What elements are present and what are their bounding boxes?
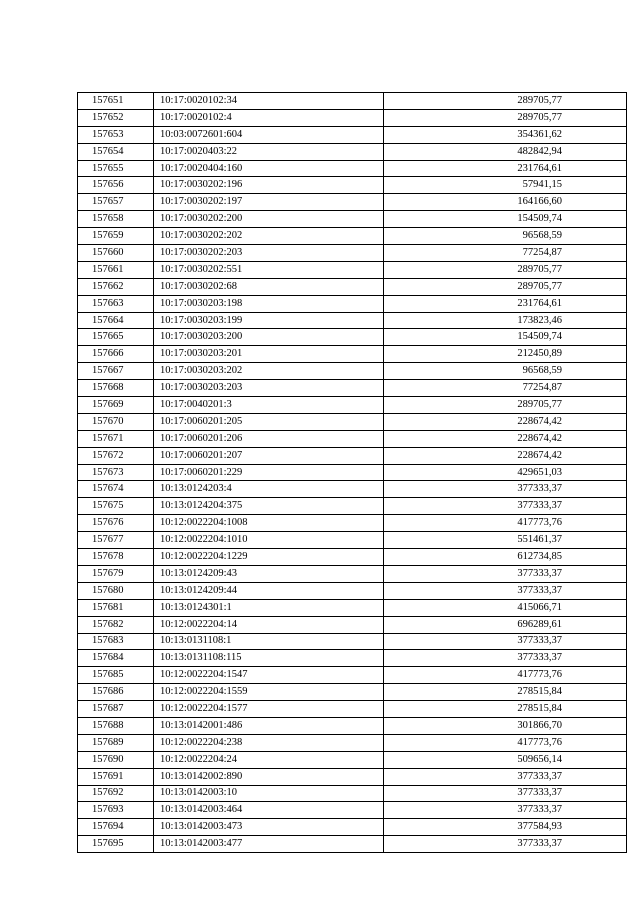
row-number-cell: 157689 <box>78 734 154 751</box>
row-number-cell: 157653 <box>78 126 154 143</box>
cadastral-number-cell: 10:17:0030203:199 <box>154 312 384 329</box>
value-cell: 173823,46 <box>384 312 627 329</box>
row-number-cell: 157655 <box>78 160 154 177</box>
table-row <box>78 93 627 110</box>
row-number-cell: 157651 <box>78 93 154 110</box>
cadastral-number-cell: 10:13:0124301:1 <box>154 599 384 616</box>
row-number-cell: 157669 <box>78 397 154 414</box>
row-number-cell: 157663 <box>78 295 154 312</box>
value-cell: 696289,61 <box>384 616 627 633</box>
table-row <box>78 397 627 414</box>
table-row <box>78 768 627 785</box>
row-number-cell: 157652 <box>78 109 154 126</box>
cadastral-number-cell: 10:13:0142003:473 <box>154 819 384 836</box>
row-number-cell: 157690 <box>78 751 154 768</box>
table-row <box>78 549 627 566</box>
value-cell: 278515,84 <box>384 684 627 701</box>
registry-table <box>77 92 627 853</box>
cadastral-number-cell: 10:17:0020102:4 <box>154 109 384 126</box>
value-cell: 377333,37 <box>384 582 627 599</box>
cadastral-number-cell: 10:17:0030202:68 <box>154 278 384 295</box>
table-row <box>78 667 627 684</box>
value-cell: 57941,15 <box>384 177 627 194</box>
value-cell: 429651,03 <box>384 464 627 481</box>
cadastral-number-cell: 10:13:0142003:10 <box>154 785 384 802</box>
cadastral-number-cell: 10:17:0030203:201 <box>154 346 384 363</box>
table-row <box>78 329 627 346</box>
row-number-cell: 157658 <box>78 211 154 228</box>
value-cell: 154509,74 <box>384 329 627 346</box>
row-number-cell: 157676 <box>78 515 154 532</box>
cadastral-number-cell: 10:17:0060201:229 <box>154 464 384 481</box>
table-row <box>78 515 627 532</box>
value-cell: 417773,76 <box>384 734 627 751</box>
table-row <box>78 599 627 616</box>
value-cell: 377333,37 <box>384 650 627 667</box>
cadastral-number-cell: 10:17:0030202:196 <box>154 177 384 194</box>
cadastral-number-cell: 10:17:0020404:160 <box>154 160 384 177</box>
cadastral-number-cell: 10:17:0030203:198 <box>154 295 384 312</box>
table-row <box>78 481 627 498</box>
row-number-cell: 157681 <box>78 599 154 616</box>
value-cell: 212450,89 <box>384 346 627 363</box>
cadastral-number-cell: 10:17:0030202:203 <box>154 245 384 262</box>
value-cell: 612734,85 <box>384 549 627 566</box>
row-number-cell: 157656 <box>78 177 154 194</box>
cadastral-number-cell: 10:17:0030202:551 <box>154 261 384 278</box>
table-row <box>78 380 627 397</box>
row-number-cell: 157680 <box>78 582 154 599</box>
row-number-cell: 157661 <box>78 261 154 278</box>
table-row <box>78 211 627 228</box>
cadastral-number-cell: 10:13:0142002:890 <box>154 768 384 785</box>
value-cell: 289705,77 <box>384 93 627 110</box>
row-number-cell: 157666 <box>78 346 154 363</box>
cadastral-number-cell: 10:17:0030203:203 <box>154 380 384 397</box>
cadastral-number-cell: 10:17:0020403:22 <box>154 143 384 160</box>
value-cell: 96568,59 <box>384 228 627 245</box>
cadastral-number-cell: 10:03:0072601:604 <box>154 126 384 143</box>
value-cell: 228674,42 <box>384 413 627 430</box>
row-number-cell: 157687 <box>78 701 154 718</box>
table-row <box>78 701 627 718</box>
table-row <box>78 717 627 734</box>
row-number-cell: 157692 <box>78 785 154 802</box>
cadastral-number-cell: 10:12:0022204:14 <box>154 616 384 633</box>
table-row <box>78 751 627 768</box>
table-row <box>78 295 627 312</box>
row-number-cell: 157665 <box>78 329 154 346</box>
cadastral-number-cell: 10:17:0040201:3 <box>154 397 384 414</box>
value-cell: 415066,71 <box>384 599 627 616</box>
table-row <box>78 363 627 380</box>
table-row <box>78 312 627 329</box>
row-number-cell: 157657 <box>78 194 154 211</box>
table-row <box>78 802 627 819</box>
value-cell: 77254,87 <box>384 380 627 397</box>
value-cell: 377333,37 <box>384 785 627 802</box>
table-row <box>78 819 627 836</box>
value-cell: 377333,37 <box>384 498 627 515</box>
value-cell: 154509,74 <box>384 211 627 228</box>
table-row <box>78 684 627 701</box>
cadastral-number-cell: 10:13:0142001:486 <box>154 717 384 734</box>
table-row <box>78 447 627 464</box>
registry-table-body <box>78 93 627 853</box>
cadastral-number-cell: 10:13:0124209:43 <box>154 565 384 582</box>
row-number-cell: 157667 <box>78 363 154 380</box>
row-number-cell: 157686 <box>78 684 154 701</box>
value-cell: 301866,70 <box>384 717 627 734</box>
row-number-cell: 157673 <box>78 464 154 481</box>
row-number-cell: 157662 <box>78 278 154 295</box>
value-cell: 377333,37 <box>384 481 627 498</box>
value-cell: 289705,77 <box>384 261 627 278</box>
table-row <box>78 177 627 194</box>
value-cell: 482842,94 <box>384 143 627 160</box>
table-row <box>78 565 627 582</box>
table-row <box>78 464 627 481</box>
value-cell: 417773,76 <box>384 667 627 684</box>
cadastral-number-cell: 10:13:0124209:44 <box>154 582 384 599</box>
row-number-cell: 157682 <box>78 616 154 633</box>
table-row <box>78 228 627 245</box>
table-row <box>78 616 627 633</box>
cadastral-number-cell: 10:12:0022204:1008 <box>154 515 384 532</box>
cadastral-number-cell: 10:12:0022204:1547 <box>154 667 384 684</box>
cadastral-number-cell: 10:12:0022204:1559 <box>154 684 384 701</box>
value-cell: 228674,42 <box>384 430 627 447</box>
value-cell: 96568,59 <box>384 363 627 380</box>
row-number-cell: 157695 <box>78 836 154 853</box>
table-row <box>78 785 627 802</box>
value-cell: 417773,76 <box>384 515 627 532</box>
row-number-cell: 157678 <box>78 549 154 566</box>
table-row <box>78 734 627 751</box>
table-row <box>78 346 627 363</box>
value-cell: 377333,37 <box>384 633 627 650</box>
cadastral-number-cell: 10:12:0022204:238 <box>154 734 384 751</box>
cadastral-number-cell: 10:17:0030202:197 <box>154 194 384 211</box>
table-row <box>78 278 627 295</box>
value-cell: 228674,42 <box>384 447 627 464</box>
table-row <box>78 143 627 160</box>
row-number-cell: 157670 <box>78 413 154 430</box>
cadastral-number-cell: 10:17:0030203:202 <box>154 363 384 380</box>
value-cell: 377333,37 <box>384 836 627 853</box>
value-cell: 377333,37 <box>384 565 627 582</box>
cadastral-number-cell: 10:12:0022204:1577 <box>154 701 384 718</box>
cadastral-number-cell: 10:13:0142003:477 <box>154 836 384 853</box>
cadastral-number-cell: 10:12:0022204:1229 <box>154 549 384 566</box>
value-cell: 231764,61 <box>384 295 627 312</box>
table-row <box>78 430 627 447</box>
row-number-cell: 157671 <box>78 430 154 447</box>
value-cell: 289705,77 <box>384 397 627 414</box>
cadastral-number-cell: 10:17:0060201:207 <box>154 447 384 464</box>
row-number-cell: 157675 <box>78 498 154 515</box>
row-number-cell: 157654 <box>78 143 154 160</box>
row-number-cell: 157672 <box>78 447 154 464</box>
cadastral-number-cell: 10:17:0060201:205 <box>154 413 384 430</box>
cadastral-number-cell: 10:13:0142003:464 <box>154 802 384 819</box>
row-number-cell: 157685 <box>78 667 154 684</box>
table-row <box>78 160 627 177</box>
value-cell: 289705,77 <box>384 109 627 126</box>
row-number-cell: 157693 <box>78 802 154 819</box>
cadastral-number-cell: 10:17:0060201:206 <box>154 430 384 447</box>
row-number-cell: 157659 <box>78 228 154 245</box>
table-row <box>78 633 627 650</box>
table-row <box>78 413 627 430</box>
value-cell: 77254,87 <box>384 245 627 262</box>
cadastral-number-cell: 10:13:0124204:375 <box>154 498 384 515</box>
cadastral-number-cell: 10:17:0030202:200 <box>154 211 384 228</box>
cadastral-number-cell: 10:17:0020102:34 <box>154 93 384 110</box>
table-row <box>78 194 627 211</box>
table-row <box>78 498 627 515</box>
cadastral-number-cell: 10:13:0131108:1 <box>154 633 384 650</box>
value-cell: 289705,77 <box>384 278 627 295</box>
row-number-cell: 157660 <box>78 245 154 262</box>
value-cell: 231764,61 <box>384 160 627 177</box>
cadastral-number-cell: 10:17:0030203:200 <box>154 329 384 346</box>
row-number-cell: 157694 <box>78 819 154 836</box>
table-row <box>78 126 627 143</box>
table-row <box>78 245 627 262</box>
value-cell: 509656,14 <box>384 751 627 768</box>
value-cell: 164166,60 <box>384 194 627 211</box>
row-number-cell: 157683 <box>78 633 154 650</box>
cadastral-number-cell: 10:12:0022204:24 <box>154 751 384 768</box>
row-number-cell: 157674 <box>78 481 154 498</box>
table-row <box>78 532 627 549</box>
value-cell: 377333,37 <box>384 768 627 785</box>
value-cell: 278515,84 <box>384 701 627 718</box>
row-number-cell: 157688 <box>78 717 154 734</box>
value-cell: 354361,62 <box>384 126 627 143</box>
row-number-cell: 157668 <box>78 380 154 397</box>
row-number-cell: 157664 <box>78 312 154 329</box>
table-row <box>78 109 627 126</box>
table-row <box>78 836 627 853</box>
cadastral-number-cell: 10:13:0124203:4 <box>154 481 384 498</box>
cadastral-number-cell: 10:13:0131108:115 <box>154 650 384 667</box>
row-number-cell: 157679 <box>78 565 154 582</box>
table-row <box>78 261 627 278</box>
table-row <box>78 582 627 599</box>
value-cell: 377584,93 <box>384 819 627 836</box>
value-cell: 551461,37 <box>384 532 627 549</box>
cadastral-number-cell: 10:17:0030202:202 <box>154 228 384 245</box>
table-row <box>78 650 627 667</box>
cadastral-number-cell: 10:12:0022204:1010 <box>154 532 384 549</box>
row-number-cell: 157691 <box>78 768 154 785</box>
row-number-cell: 157684 <box>78 650 154 667</box>
row-number-cell: 157677 <box>78 532 154 549</box>
value-cell: 377333,37 <box>384 802 627 819</box>
